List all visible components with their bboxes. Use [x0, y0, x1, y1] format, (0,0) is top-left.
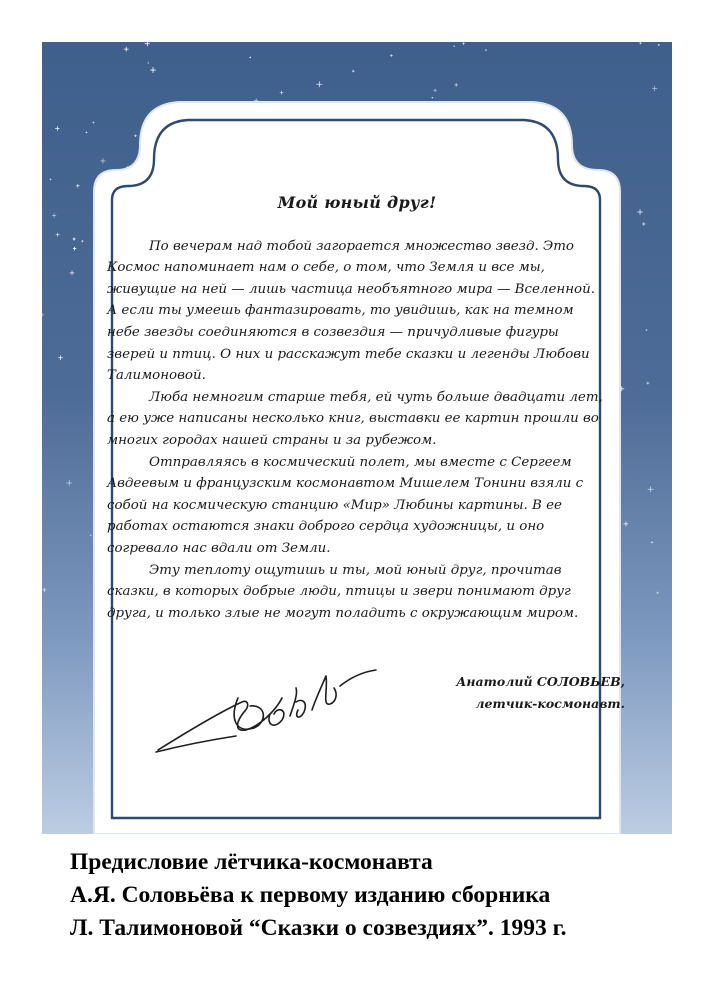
letter-paragraph-4: Эту теплоту ощутишь и ты, мой юный друг, прочитав сказки, в которых добрые люди, птицы и звери понимают друг друга, и только злые не могут поладить с окружающим миром.: [107, 562, 579, 621]
letter-text: [107, 192, 607, 624]
letter-title: Мой юный друг!: [277, 193, 437, 212]
caption: [70, 846, 700, 945]
signature-name: Анатолий СОЛОВЬЕВ,: [456, 674, 625, 689]
signature-title: летчик-космонавт.: [475, 696, 625, 711]
caption-line-2: А.Я. Соловьёва к первому изданию сборника: [70, 882, 551, 908]
letter-paragraph-3: Отправляясь в космический полет, мы вместе с Сергеем Авдеевым и французским космонавтом Мишелем Тонини взяли с собой на космическую станцию «Мир» Любины картины. В ее работах остаются знаки доброго сердца художницы, и оно согревало нас вдали от Земли.: [107, 454, 584, 556]
signature-block: [415, 671, 625, 715]
letter-paragraph-2: Люба немногим старше тебя, ей чуть больше двадцати лет, а ею уже написаны несколько книг, выставки ее картин прошли во многих городах нашей страны и за рубежом.: [107, 389, 603, 448]
letter-paragraph-1: По вечерам над тобой загорается множество звезд. Это Космос напоминает нам о себе, о том, что Земля и все мы, живущие на ней — лишь частица необъятного мира — Вселенной. А если ты умеешь фантазировать, то увидишь, как на темном небе звезды соединяются в созвездия — причудливые фигуры зверей и птиц. О них и расскажут тебе сказки и легенды Любови Талимоновой.: [107, 238, 595, 384]
caption-line-1: Предисловие лётчика-космонавта: [70, 849, 433, 875]
handwritten-signature: [150, 650, 380, 760]
caption-line-3: Л. Талимоновой “Сказки о созвездиях”. 1993 г.: [70, 915, 567, 941]
